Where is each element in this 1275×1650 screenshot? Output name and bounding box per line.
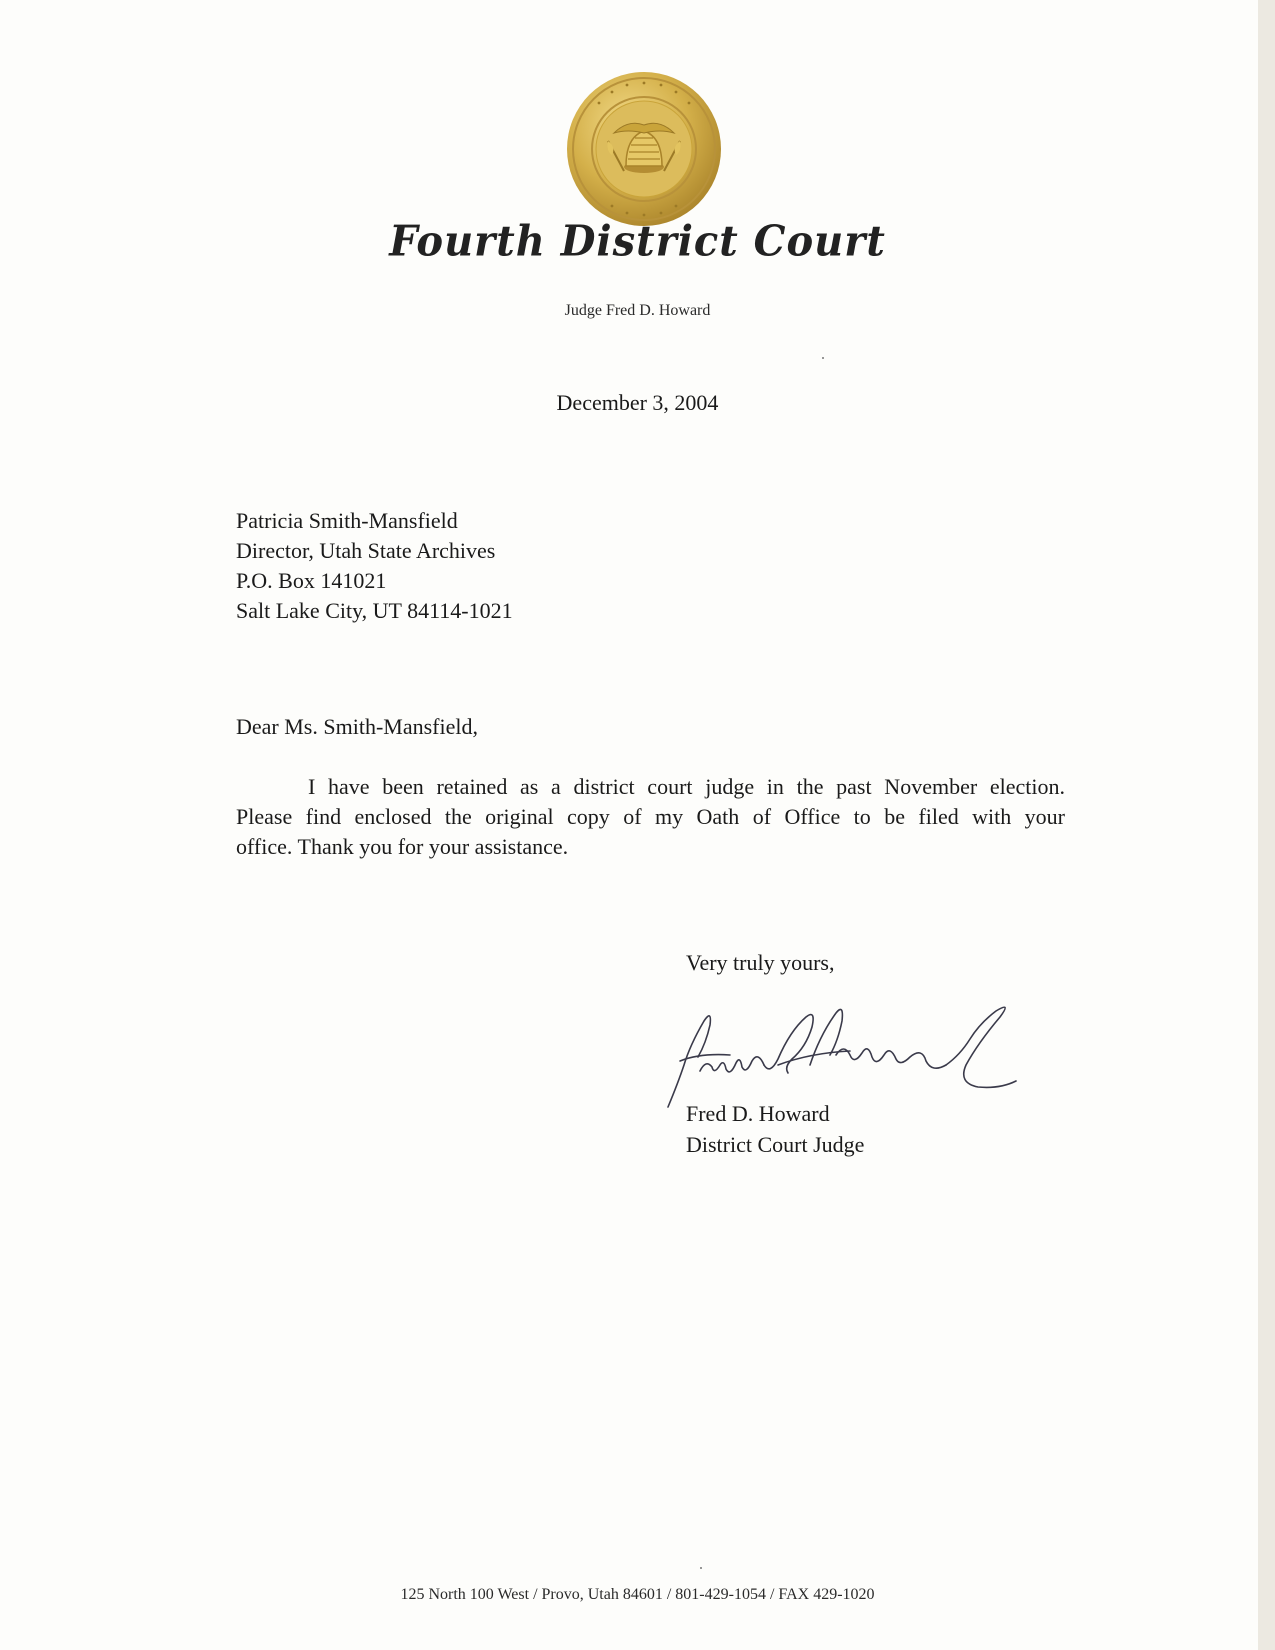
letter-body bbox=[236, 772, 1065, 862]
salutation: Dear Ms. Smith-Mansfield, bbox=[236, 714, 478, 739]
paper-speck bbox=[700, 1567, 702, 1569]
body-line: Please find enclosed the original copy of my Oath of Office to be filed with your bbox=[236, 804, 1065, 829]
recipient-name: Patricia Smith-Mansfield bbox=[236, 508, 458, 533]
recipient-city: Salt Lake City, UT 84114-1021 bbox=[236, 598, 513, 623]
signer-name: Fred D. Howard bbox=[686, 1101, 830, 1126]
letter-date: December 3, 2004 bbox=[556, 390, 719, 415]
recipient-title: Director, Utah State Archives bbox=[236, 538, 496, 563]
letterhead-judge-line: Judge Fred D. Howard bbox=[564, 302, 711, 319]
body-line: I have been retained as a district court judge in the past November election. bbox=[308, 774, 1065, 799]
paper-speck bbox=[822, 357, 824, 359]
closing: Very truly yours, bbox=[686, 950, 835, 975]
signer-block bbox=[686, 1098, 864, 1160]
recipient-po-box: P.O. Box 141021 bbox=[236, 568, 387, 593]
recipient-address bbox=[236, 506, 513, 626]
body-line: office. Thank you for your assistance. bbox=[236, 834, 569, 859]
court-seal bbox=[566, 71, 722, 227]
signer-title: District Court Judge bbox=[686, 1132, 865, 1157]
letterhead-footer: 125 North 100 West / Provo, Utah 84601 / 801-429-1054 / FAX 429-1020 bbox=[400, 1586, 875, 1603]
court-name: Fourth District Court bbox=[389, 216, 886, 267]
